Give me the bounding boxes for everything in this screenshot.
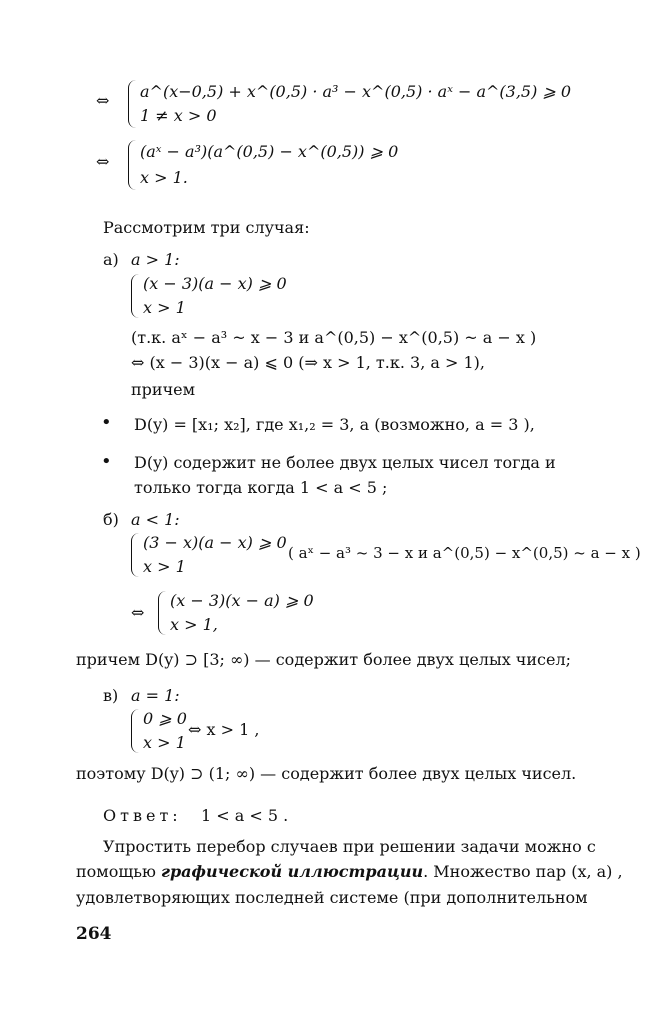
text-line: причем (131, 380, 196, 399)
answer-value: 1 < a < 5 . (201, 806, 289, 825)
bullet-text: только тогда когда 1 < a < 5 ; (134, 478, 388, 497)
bullet-text: D(y) содержит не более двух целых чисел тогда и (134, 453, 556, 472)
paragraph-text: помощью (76, 862, 161, 881)
system-1 (128, 78, 572, 130)
case-label: а) (103, 250, 119, 269)
system-case-a (131, 272, 331, 320)
note-line: (т.к. aˣ − a³ ~ x − 3 и a^(0,5) − x^(0,5) ~ a − x ) (131, 328, 537, 347)
bullet-marker: • (101, 451, 112, 472)
case-label: в) (103, 686, 119, 705)
case-label: б) (103, 510, 119, 529)
equivalence-line: ⇔ (x − 3)(x − a) ⩽ 0 (⇒ x > 1, т.к. 3, a > 1), (131, 353, 485, 372)
system-brace (131, 274, 139, 318)
system-row: 0 ⩾ 0 (143, 709, 187, 728)
system-brace (158, 591, 166, 635)
page-number: 264 (76, 924, 112, 944)
emphasis-term: графической иллюстрации (160, 862, 424, 881)
section-intro: Рассмотрим три случая: (103, 218, 310, 237)
system-brace (128, 140, 136, 190)
system-row: 1 ≠ x > 0 (140, 106, 217, 125)
case-condition: a < 1: (131, 510, 180, 529)
system-brace (131, 709, 139, 753)
system-row: x > 1 (143, 298, 186, 317)
conclusion-line: причем D(y) ⊃ [3; ∞) — содержит более двух целых чисел; (76, 650, 572, 669)
system-brace (131, 533, 139, 577)
system-row: (x − 3)(x − a) ⩾ 0 (170, 591, 314, 610)
case-condition: a > 1: (131, 250, 180, 269)
equivalence-arrow: ⇔ (131, 603, 145, 622)
system-row: x > 1. (140, 168, 188, 187)
paragraph-line: Упростить перебор случаев при решении задачи можно с (103, 837, 596, 856)
system-2 (128, 138, 399, 192)
conclusion-line: поэтому D(y) ⊃ (1; ∞) — содержит более двух целых чисел. (76, 764, 577, 783)
bullet-marker: • (101, 412, 112, 433)
system-row: x > 1 (143, 557, 186, 576)
system-row: x > 1 (143, 733, 186, 752)
system-case-b-2 (158, 589, 358, 637)
answer-label: Ответ: (103, 806, 182, 825)
system-row: x > 1, (170, 615, 218, 634)
system-brace (128, 80, 136, 128)
system-case-b (131, 531, 301, 579)
system-row: (x − 3)(a − x) ⩾ 0 (143, 274, 287, 293)
system-row: (aˣ − a³)(a^(0,5) − x^(0,5)) ⩾ 0 (140, 142, 399, 161)
case-condition: a = 1: (131, 686, 180, 705)
paragraph-line: удовлетворяющих последней системе (при дополнительном (76, 888, 588, 907)
paragraph-text: . Множество пар (x, a) , (423, 862, 623, 881)
system-row: (3 − x)(a − x) ⩾ 0 (143, 533, 287, 552)
paragraph-line (76, 862, 623, 882)
note-line: ( aˣ − a³ ~ 3 − x и a^(0,5) − x^(0,5) ~ a − x ) (288, 544, 641, 562)
equivalence-arrow: ⇔ (96, 91, 110, 110)
bullet-text: D(y) = [x₁; x₂], где x₁,₂ = 3, a (возможно, a = 3 ), (134, 415, 535, 434)
equivalence-line: ⇔ x > 1 , (188, 720, 260, 739)
equivalence-arrow: ⇔ (96, 152, 110, 171)
system-row: a^(x−0,5) + x^(0,5) · a³ − x^(0,5) · aˣ − a^(3,5) ⩾ 0 (140, 82, 572, 101)
